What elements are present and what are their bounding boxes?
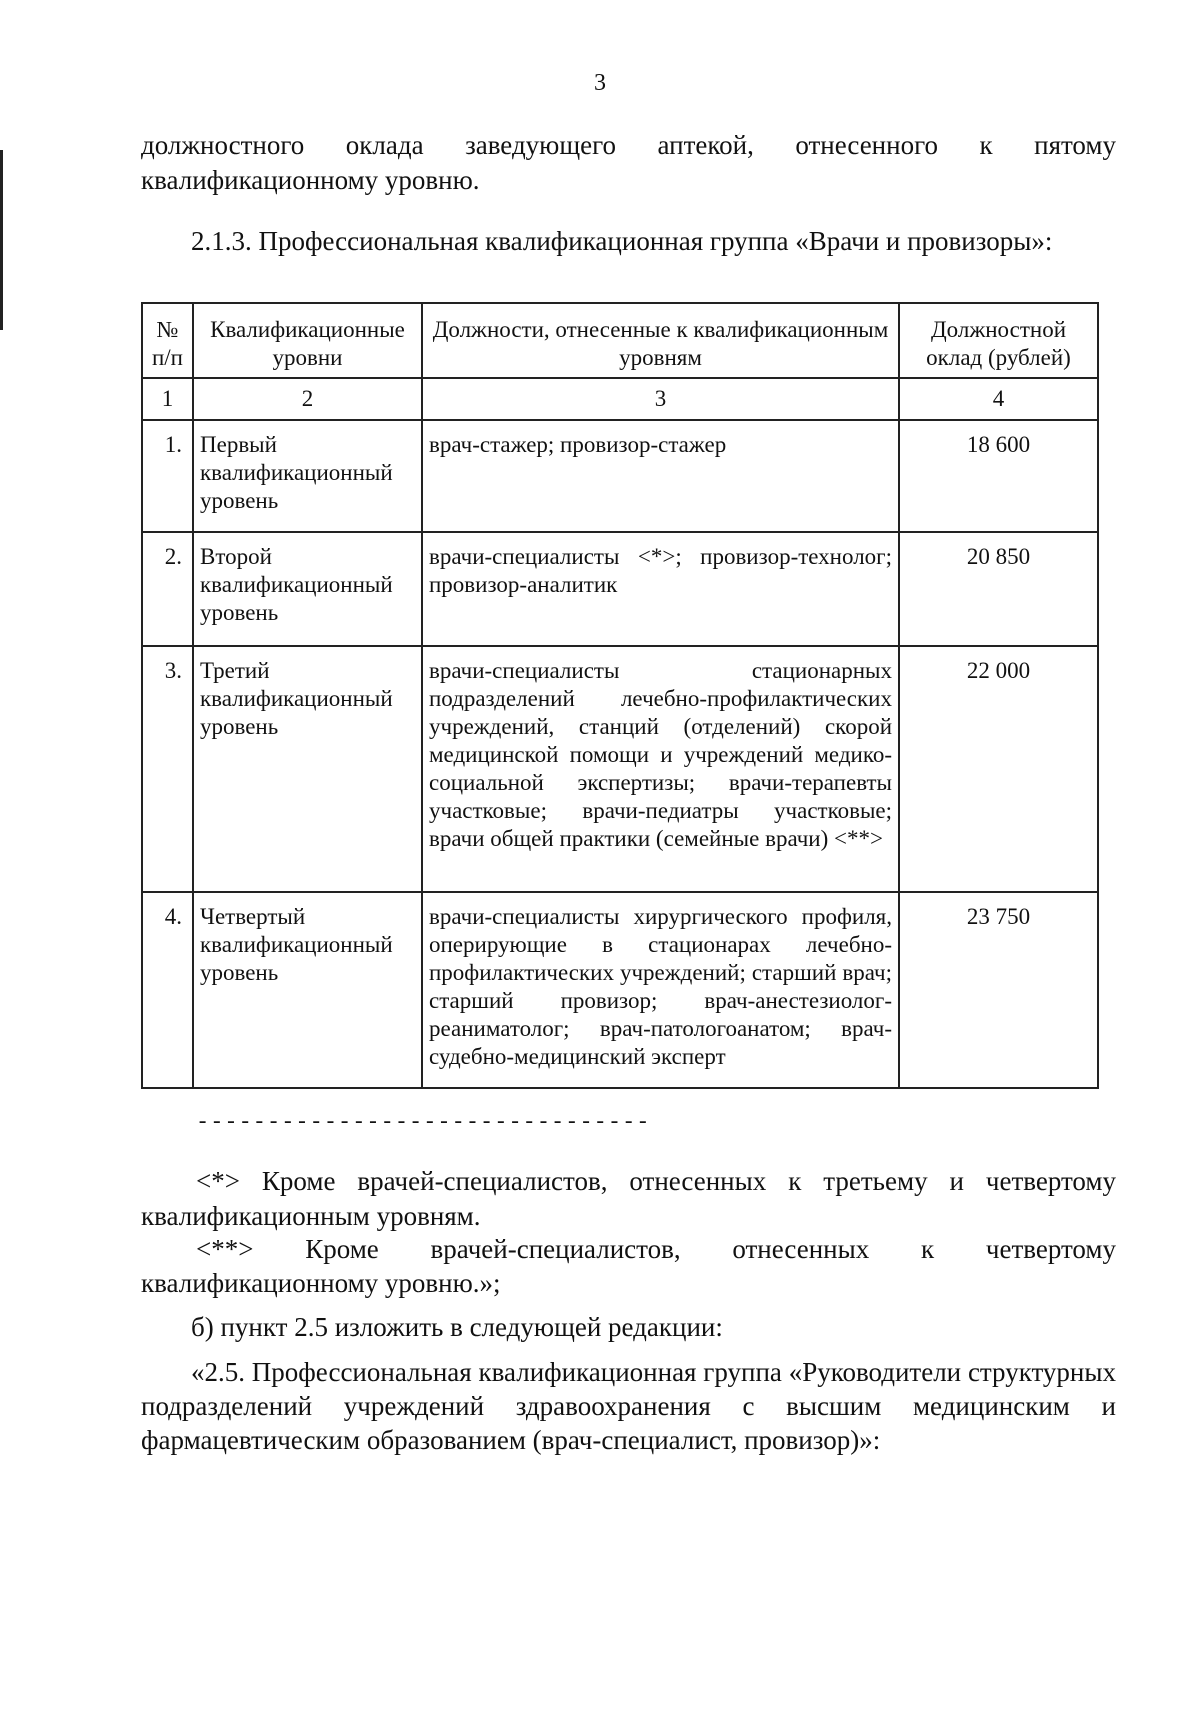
header-salary: Должностной оклад (рублей) [899, 303, 1098, 378]
salary-cell: 22 000 [899, 646, 1098, 892]
footnote-separator: -------------------------------- [196, 1110, 651, 1135]
qualification-table [141, 302, 1099, 1089]
qualification-level: Второй квалификационный уровень [193, 532, 422, 646]
scan-edge-mark [0, 150, 3, 330]
positions-cell: врачи-специалисты <*>; провизор-технолог; провизор-аналитик [422, 532, 899, 646]
column-index: 4 [899, 378, 1098, 420]
row-number: 2. [142, 532, 193, 646]
row-number: 1. [142, 420, 193, 532]
column-index-row [142, 378, 1098, 420]
table-row [142, 892, 1098, 1088]
column-index: 2 [193, 378, 422, 420]
column-index: 3 [422, 378, 899, 420]
section-2-5-heading: «2.5. Профессиональная квалификационная группа «Руководители структурных подразделений учреждений здравоохранения с высшим медицинским и фармацевтическим образованием (врач-специалист, провизор)»: [141, 1357, 1116, 1455]
salary-cell: 23 750 [899, 892, 1098, 1088]
footnote-1-line-2: квалификационным уровням. [141, 1201, 481, 1231]
header-positions: Должности, отнесенные к квалификационным уровням [422, 303, 899, 378]
section-heading: 2.1.3. Профессиональная квалификационная группа «Врачи и провизоры»: [191, 226, 1053, 256]
salary-cell: 20 850 [899, 532, 1098, 646]
intro-line-1: должностного оклада заведующего аптекой, отнесенного к пятому [141, 130, 1116, 160]
header-level: Квалификационные уровни [193, 303, 422, 378]
header-number: № п/п [142, 303, 193, 378]
table-row [142, 532, 1098, 646]
footnote-2-line-2: квалификационному уровню.»; [141, 1268, 501, 1298]
qualification-level: Третий квалификационный уровень [193, 646, 422, 892]
salary-cell: 18 600 [899, 420, 1098, 532]
qualification-level: Первый квалификационный уровень [193, 420, 422, 532]
table-row [142, 646, 1098, 892]
footnote-2-line-1: <**> Кроме врачей-специалистов, отнесенных к четвертому [196, 1234, 1116, 1264]
column-index: 1 [142, 378, 193, 420]
qualification-level: Четвертый квалификационный уровень [193, 892, 422, 1088]
page-number: 3 [594, 70, 606, 96]
table-row [142, 420, 1098, 532]
footnote-1-line-1: <*> Кроме врачей-специалистов, отнесенных к третьему и четвертому [196, 1166, 1116, 1196]
row-number: 3. [142, 646, 193, 892]
positions-cell: врачи-специалисты хирургического профиля, оперирующие в стационарах лечебно-профилактических учреждений; старший врач; старший провизор; врач-анестезиолог-реаниматолог; врач-патологоанатом; врач-судебно-медицинский эксперт [422, 892, 899, 1088]
row-number: 4. [142, 892, 193, 1088]
table-header-row [142, 303, 1098, 378]
positions-cell: врачи-специалисты стационарных подразделений лечебно-профилактических учреждений, станций (отделений) скорой медицинской помощи и учреждений медико-социальной экспертизы; врачи-терапевты участковые; врачи-педиатры участковые; врачи общей практики (семейные врачи) <**> [422, 646, 899, 892]
positions-cell: врач-стажер; провизор-стажер [422, 420, 899, 532]
intro-line-2: квалификационному уровню. [141, 165, 480, 195]
item-b: б) пункт 2.5 изложить в следующей редакции: [191, 1312, 723, 1342]
